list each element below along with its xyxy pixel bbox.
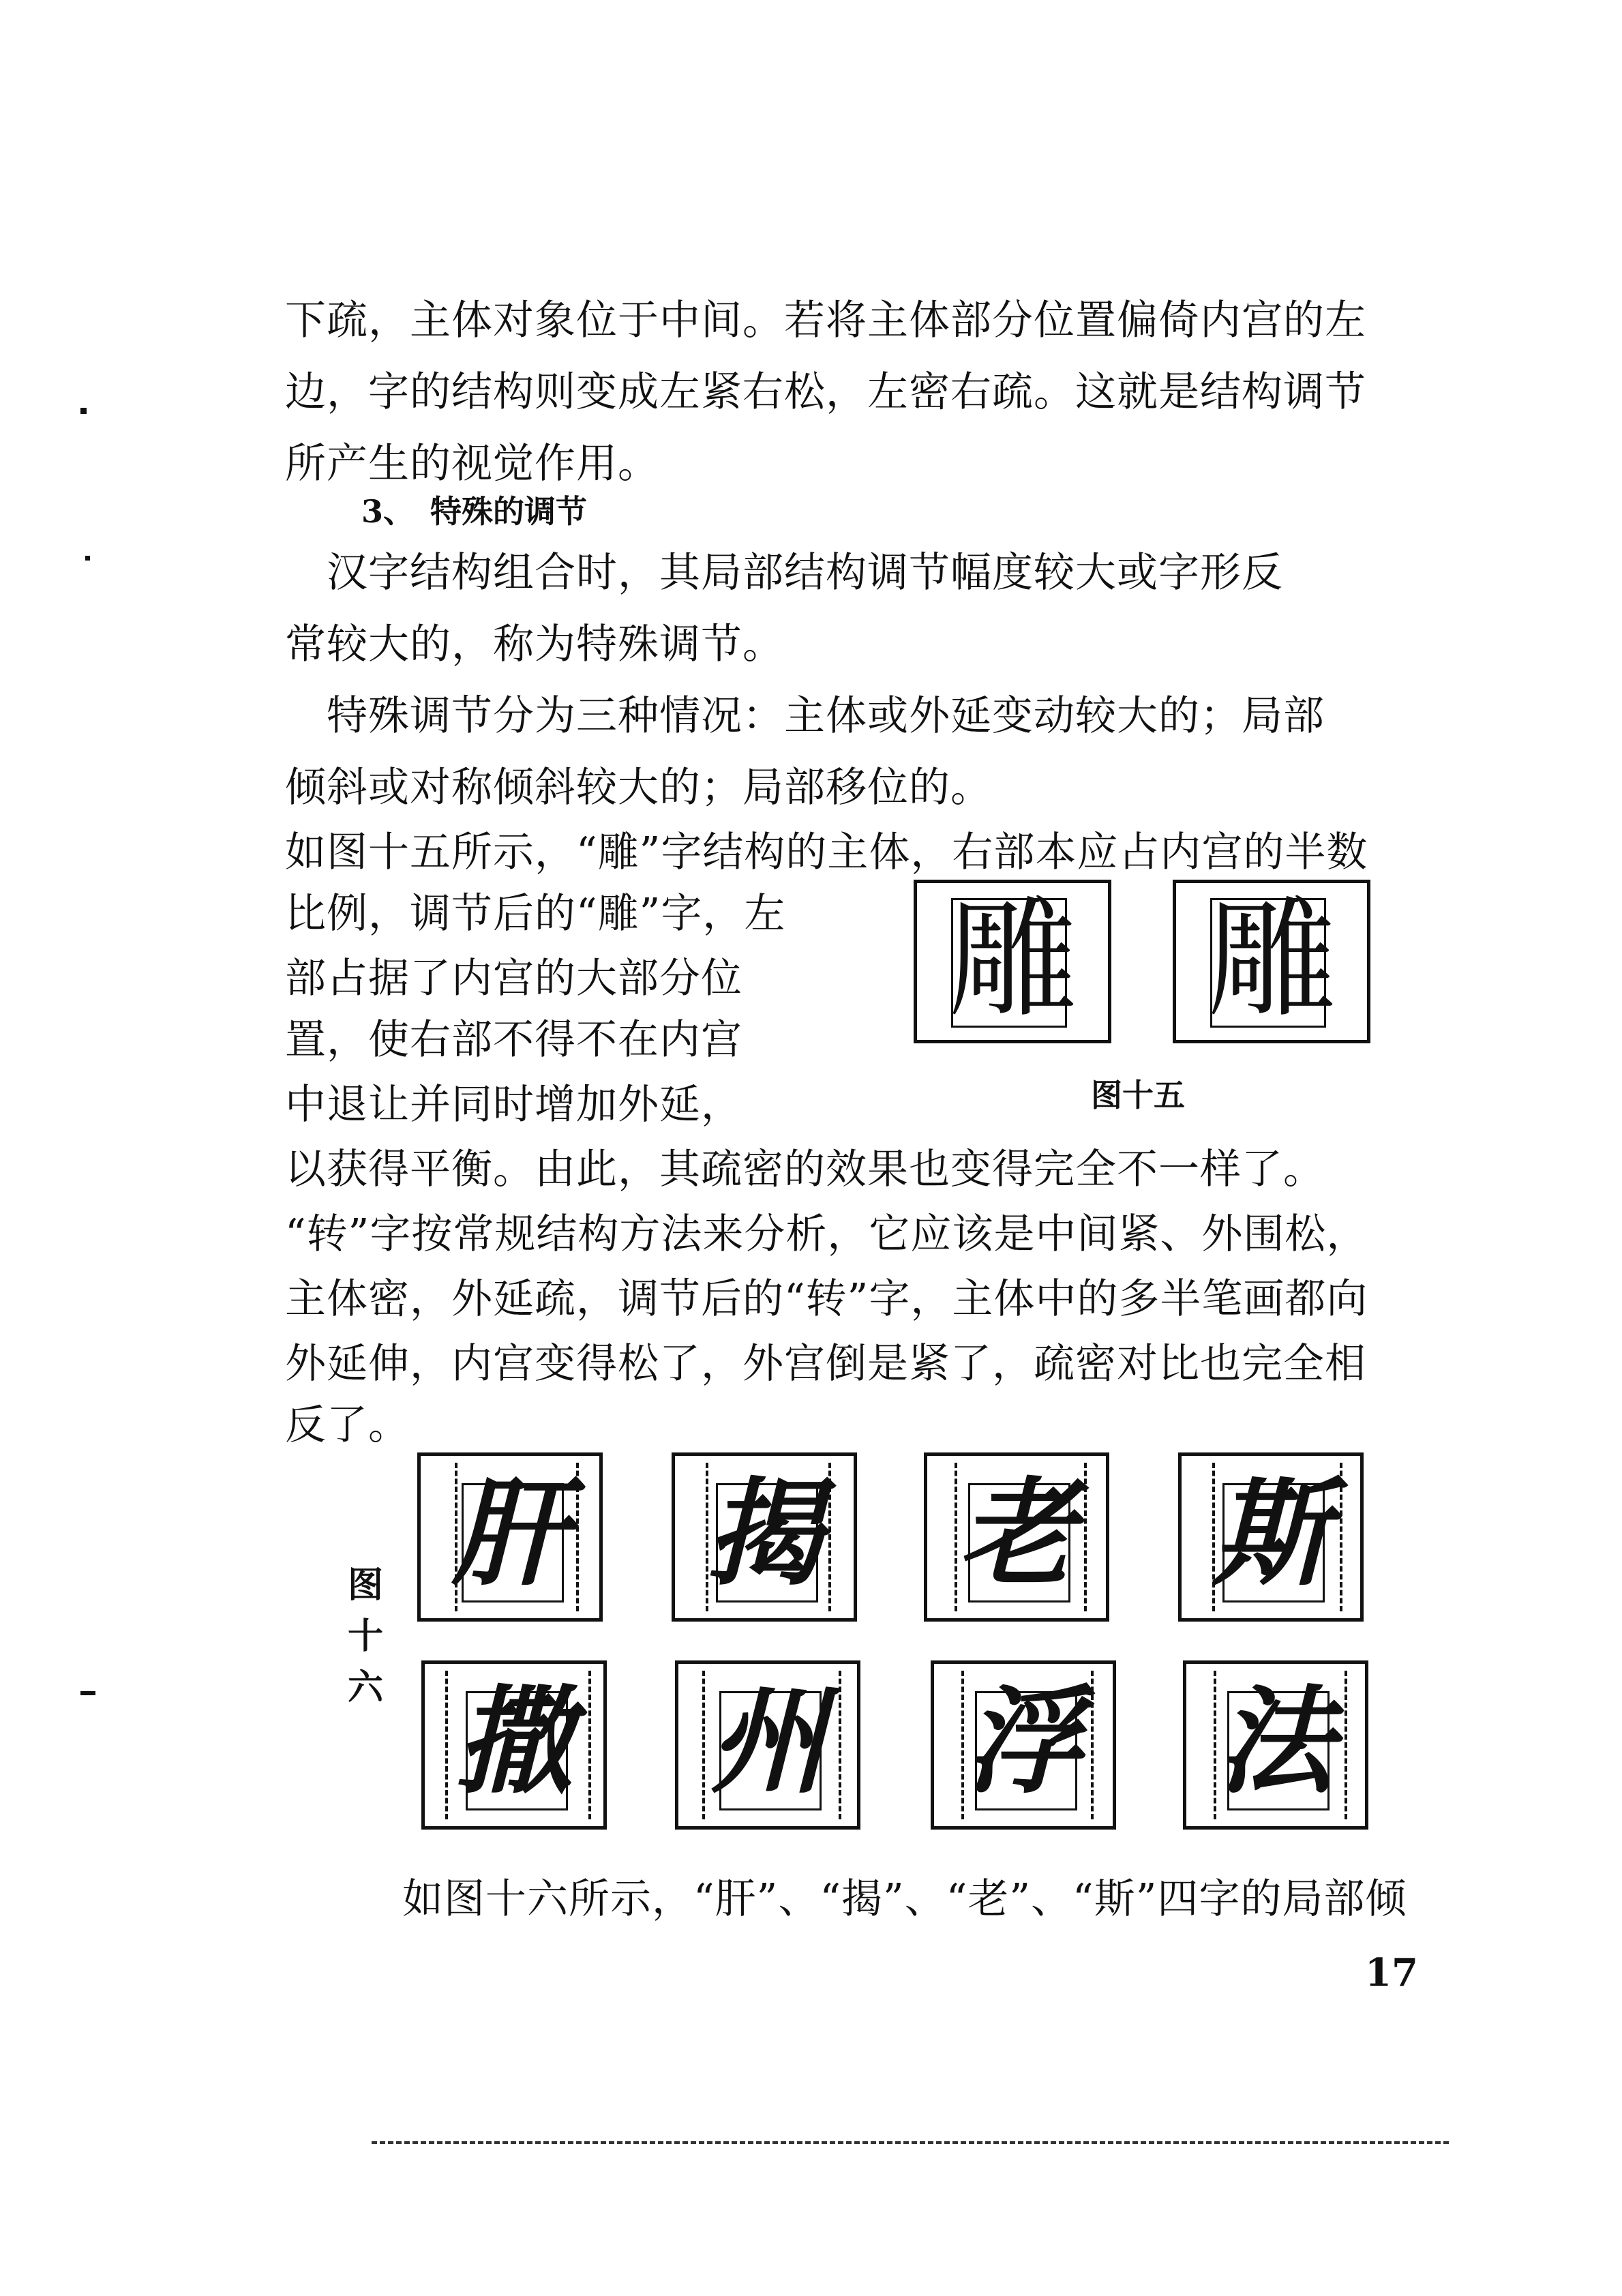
fig16-label-2: 十 [348,1615,384,1657]
body-line-2: 边，字的结构则变成左紧右松，左密右疏。这就是结构调节 [285,368,1366,416]
fig16-cell-1 [417,1452,603,1622]
body-line-18: 如图十六所示，“肝”、“揭”、“老”、“斯”四字的局部倾 [402,1875,1407,1923]
fig16-cell-6 [675,1660,860,1830]
fig15-char-1: 雕 [947,884,1077,1035]
body-line-11: 置，使右部不得不在内宫 [285,1016,742,1064]
fig16-glyph-2: 揭 [706,1467,822,1602]
fig15-box-2 [1173,880,1370,1043]
fig16-glyph-8: 法 [1217,1675,1334,1810]
fig16-cell-5 [421,1660,607,1830]
body-line-14: “转”字按常规结构方法来分析，它应该是中间紧、外围松， [285,1210,1368,1258]
fig16-cell-2 [672,1452,857,1622]
body-line-10: 部占据了内宫的大部分位 [285,955,742,1002]
body-line-3: 所产生的视觉作用。 [285,440,659,488]
fig16-label-3: 六 [348,1667,384,1708]
fig15-box-1 [914,880,1111,1043]
body-line-15: 主体密，外延疏，调节后的“转”字，主体中的多半笔画都向 [285,1275,1368,1323]
body-line-5: 常较大的，称为特殊调节。 [285,621,784,668]
fig16-label-1: 图 [348,1564,384,1606]
scan-speck [80,1691,95,1695]
fig16-cell-7 [931,1660,1116,1830]
fig15-char-2: 雕 [1206,884,1336,1035]
fig16-glyph-5: 撒 [455,1675,572,1810]
fig16-glyph-4: 斯 [1212,1467,1329,1602]
body-line-7: 倾斜或对称倾斜较大的；局部移位的。 [285,764,992,811]
body-line-9: 比例，调节后的“雕”字，左 [285,890,786,938]
body-line-4: 汉字结构组合时，其局部结构调节幅度较大或字形反 [285,549,1283,597]
fig16-cell-8 [1183,1660,1368,1830]
fig15-caption: 图十五 [1091,1077,1185,1114]
fig16-glyph-1: 肝 [451,1467,568,1602]
fig16-cell-4 [1178,1452,1364,1622]
body-line-8: 如图十五所示，“雕”字结构的主体，右部本应占内宫的半数 [285,829,1368,876]
page-number: 17 [1365,1950,1418,1995]
body-line-12: 中退让并同时增加外延， [285,1081,742,1129]
fig16-glyph-7: 浮 [965,1675,1081,1810]
body-line-6: 特殊调节分为三种情况：主体或外延变动较大的；局部 [285,692,1325,740]
body-line-1: 下疏，主体对象位于中间。若将主体部分位置偏倚内宫的左 [285,297,1366,344]
body-line-16: 外延伸，内宫变得松了，外宫倒是紧了，疏密对比也完全相 [285,1340,1366,1388]
fig16-glyph-3: 老 [958,1467,1075,1602]
fig16-glyph-6: 州 [709,1675,826,1810]
section-heading: 3、 特殊的调节 [361,493,588,530]
fig16-cell-3 [924,1452,1109,1622]
scan-speck [80,408,87,414]
scan-speck [85,556,90,561]
body-line-13: 以获得平衡。由此，其疏密的效果也变得完全不一样了。 [285,1146,1325,1193]
bottom-rule [372,2141,1449,2144]
body-line-17: 反了。 [285,1401,410,1449]
